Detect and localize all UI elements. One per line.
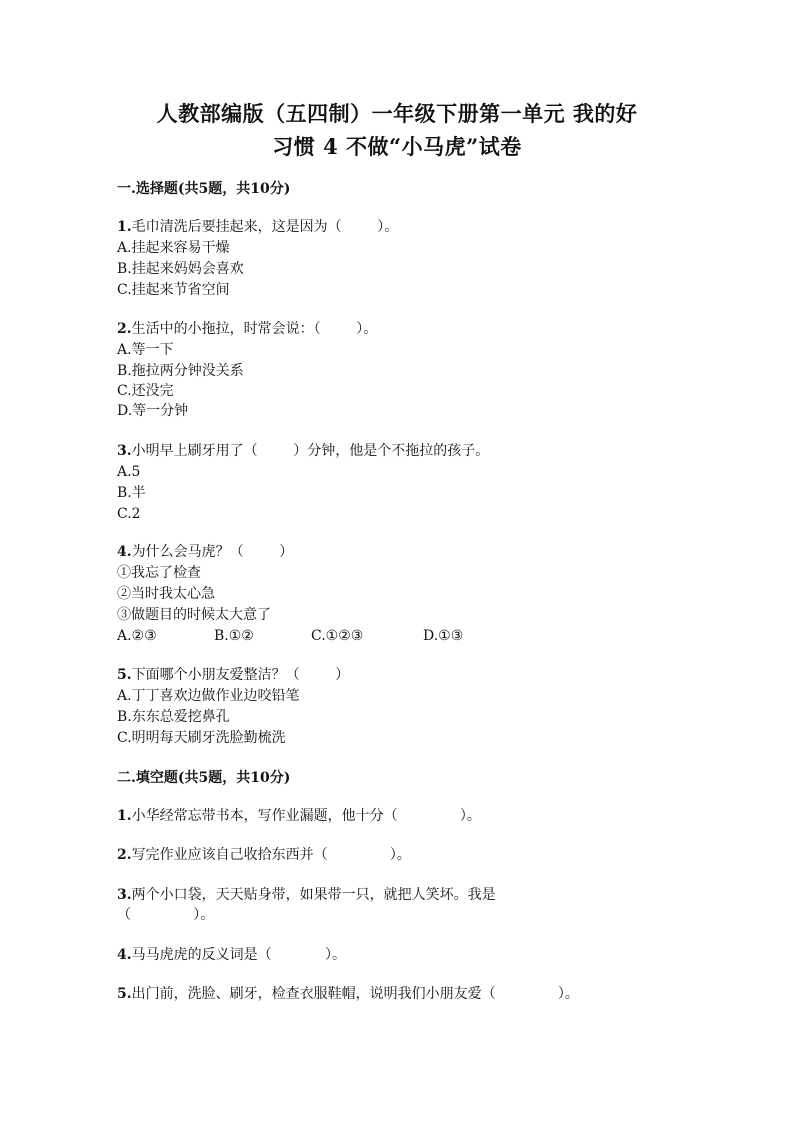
question-number: 5.: [117, 667, 132, 683]
reason-item: ②当时我太心急: [117, 586, 215, 602]
question-number: 4.: [117, 947, 132, 963]
question-text: 小明早上刷牙用了（ ）分钟，他是个不拖拉的孩子。: [131, 443, 490, 459]
option: D.等一分钟: [117, 403, 189, 419]
question-number: 2.: [117, 847, 132, 863]
option: A.等一下: [117, 342, 174, 358]
question-text: 写完作业应该自己收拾东西并（ ）。: [131, 847, 411, 863]
inline-options: [117, 626, 463, 646]
option: B.半: [117, 485, 146, 501]
question-text: 出门前，洗脸、刷牙，检查衣服鞋帽，说明我们小朋友爱（ ）。: [131, 986, 579, 1002]
question-text: 小华经常忘带书本，写作业漏题，他十分（ ）。: [131, 808, 481, 824]
option: B.拖拉两分钟没关系: [117, 363, 244, 379]
question-5-stem: [117, 665, 349, 685]
option: A.挂起来容易干燥: [117, 240, 230, 256]
question-4-stem: [117, 542, 293, 562]
fill-question-3-continuation: （ ）。: [117, 907, 215, 923]
question-text: 下面哪个小朋友爱整洁？（ ）: [131, 667, 350, 683]
fill-question-4: [117, 945, 346, 965]
question-number: 1.: [117, 219, 132, 235]
option: C.还没完: [117, 383, 174, 399]
option: A.5: [117, 464, 141, 480]
question-3-stem: [117, 441, 489, 461]
section-heading-fill: 二.填空题(共5题，共10分): [117, 770, 291, 786]
question-1-stem: [117, 217, 398, 237]
option: C.明明每天刷牙洗脸勤梳洗: [117, 730, 286, 746]
option: C.2: [117, 506, 141, 522]
question-number: 5.: [117, 986, 132, 1002]
question-2-stem: [117, 319, 377, 339]
exam-title-line1: 人教部编版（五四制）一年级下册第一单元 我的好: [156, 101, 638, 126]
fill-question-1: [117, 806, 481, 826]
option: B.①②: [214, 628, 254, 644]
question-text: 马马虎虎的反义词是（ ）。: [131, 947, 347, 963]
option: C.①②③: [311, 628, 364, 644]
exam-title-line2: 习惯 4 不做“小马虎”试卷: [272, 134, 522, 159]
question-text: 为什么会马虎？（ ）: [131, 544, 294, 560]
option: C.挂起来节省空间: [117, 282, 230, 298]
option: B.东东总爱挖鼻孔: [117, 709, 230, 725]
reason-item: ①我忘了检查: [117, 565, 201, 581]
reason-item: ③做题目的时候太大意了: [117, 607, 271, 623]
fill-question-2: [117, 845, 411, 865]
question-number: 3.: [117, 887, 132, 903]
section-heading-choice: 一.选择题(共5题，共10分): [117, 181, 291, 197]
question-number: 1.: [117, 808, 132, 824]
question-text: 两个小口袋，天天贴身带，如果带一只，就把人笑坏。我是: [131, 887, 496, 903]
question-number: 3.: [117, 443, 132, 459]
question-text: 毛巾清洗后要挂起来，这是因为（ ）。: [131, 219, 399, 235]
option: D.①③: [423, 628, 464, 644]
fill-question-5: [117, 984, 579, 1004]
option: B.挂起来妈妈会喜欢: [117, 261, 244, 277]
question-text: 生活中的小拖拉，时常会说：（ ）。: [131, 321, 378, 337]
fill-question-3: [117, 885, 496, 905]
question-number: 2.: [117, 321, 132, 337]
option: A.丁丁喜欢边做作业边咬铅笔: [117, 688, 300, 704]
option: A.②③: [117, 628, 157, 644]
question-number: 4.: [117, 544, 132, 560]
